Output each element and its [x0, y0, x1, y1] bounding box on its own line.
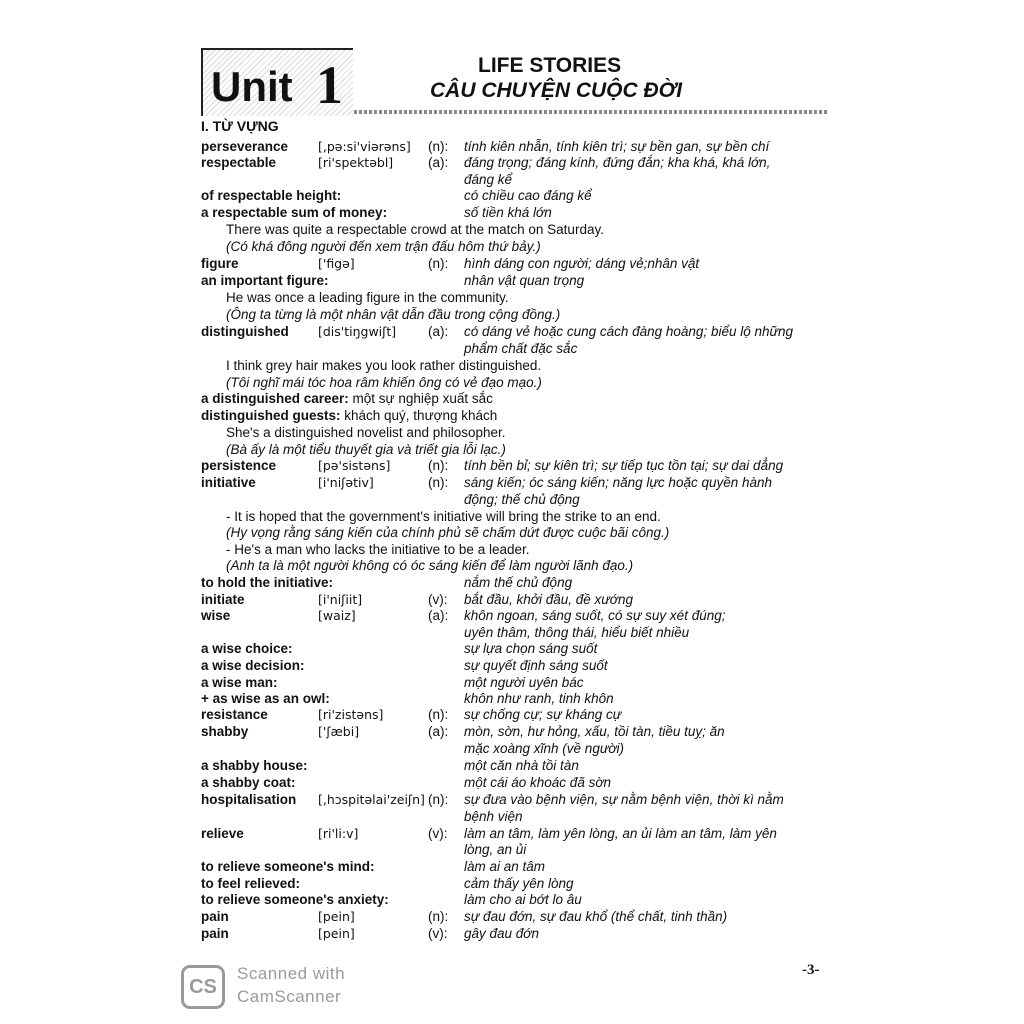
collocation-line [201, 407, 497, 424]
vocab-term: figure [201, 256, 239, 271]
vocab-term: to relieve someone's anxiety: [201, 892, 389, 907]
vocab-term: a respectable sum of money: [201, 205, 388, 220]
vocab-term: distinguished [201, 324, 289, 339]
vocab-part-of-speech: (n): [428, 475, 449, 490]
vocab-term: to hold the initiative: [201, 575, 333, 590]
vocab-meaning: sự lựa chọn sáng suốt [464, 641, 598, 656]
collocation-meaning: khách quý, thượng khách [340, 408, 498, 423]
vocab-meaning: có chiều cao đáng kể [464, 188, 592, 203]
example-translation: (Bà ấy là một tiểu thuyết gia và triết gia lỗi lạc.) [226, 442, 506, 457]
example-translation: (Ông ta từng là một nhân vật dẫn đầu trong cộng đồng.) [226, 307, 561, 322]
vocab-term: initiative [201, 475, 256, 490]
vocab-term: a wise decision: [201, 658, 305, 673]
vocab-pronunciation: [pein] [318, 926, 355, 941]
collocation-term: distinguished guests: [201, 408, 341, 423]
vocab-term: pain [201, 909, 229, 924]
vocab-term: a wise man: [201, 675, 278, 690]
vocab-term: of respectable height: [201, 188, 342, 203]
section-heading: I. TỪ VỰNG [201, 118, 279, 134]
vocab-meaning: nắm thế chủ động [464, 575, 573, 590]
collocation-meaning: một sự nghiệp xuất sắc [348, 391, 493, 406]
vocab-term: wise [201, 608, 231, 623]
vocab-pronunciation: [,hɔspitəlai'zeiʃn] [318, 792, 425, 807]
vocab-part-of-speech: (n): [428, 909, 449, 924]
vocab-meaning: làm cho ai bớt lo âu [464, 892, 582, 907]
scanned-with-text: Scanned with [237, 964, 346, 983]
vocab-meaning: sự chống cự; sự kháng cự [464, 707, 622, 722]
vocab-part-of-speech: (v): [428, 826, 448, 841]
vocab-term: shabby [201, 724, 249, 739]
vocab-pronunciation: [i'niʃətiv] [318, 475, 374, 490]
vocab-meaning: sự quyết định sáng suốt [464, 658, 608, 673]
vocab-meaning: khôn ngoan, sáng suốt, có sự suy xét đúng; [464, 608, 726, 623]
vocab-meaning: hình dáng con người; dáng vẻ;nhân vật [464, 256, 700, 271]
vocab-meaning: động; thế chủ động [464, 492, 580, 507]
vocab-meaning: tính kiên nhẫn, tính kiên trì; sự bền gan, sự bền chí [464, 139, 770, 154]
vocab-part-of-speech: (v): [428, 926, 448, 941]
vocab-pronunciation: ['ʃæbi] [318, 724, 360, 739]
vocab-meaning: đáng trọng; đáng kính, đứng đắn; kha khá, khá lớn, [464, 155, 771, 170]
camscanner-logo: CS [181, 965, 225, 1009]
vocab-pronunciation: [pein] [318, 909, 355, 924]
vocab-meaning: sự đưa vào bệnh viện, sự nằm bệnh viện, thời kì nằm [464, 792, 784, 807]
vocab-term: a wise choice: [201, 641, 293, 656]
vocab-part-of-speech: (n): [428, 792, 449, 807]
example-sentence: I think grey hair makes you look rather distinguished. [226, 358, 542, 373]
camscanner-text: CamScanner [237, 987, 342, 1006]
example-sentence: He was once a leading figure in the community. [226, 290, 509, 305]
title-divider [354, 110, 828, 114]
vocab-meaning: làm an tâm, làm yên lòng, an ủi làm an tâm, làm yên [464, 826, 777, 841]
vocab-pronunciation: [pə'sistəns] [318, 458, 391, 473]
vocab-term: to relieve someone's mind: [201, 859, 375, 874]
vocab-term: perseverance [201, 139, 289, 154]
example-sentence: - He's a man who lacks the initiative to be a leader. [226, 542, 530, 557]
vocab-term: hospitalisation [201, 792, 297, 807]
vocab-term: initiate [201, 592, 245, 607]
vocab-meaning: làm ai an tâm [464, 859, 546, 874]
vocab-pronunciation: [waiz] [318, 608, 356, 623]
vocab-meaning: mòn, sờn, hư hỏng, xấu, tồi tàn, tiều tuỵ; ăn [464, 724, 725, 739]
vocab-term: resistance [201, 707, 268, 722]
vocab-part-of-speech: (n): [428, 458, 449, 473]
vocab-meaning: lòng, an ủi [464, 842, 527, 857]
example-sentence: - It is hoped that the government's initiative will bring the strike to an end. [226, 509, 661, 524]
vocab-part-of-speech: (n): [428, 139, 449, 154]
vocab-term: respectable [201, 155, 277, 170]
vocab-meaning: số tiền khá lớn [464, 205, 552, 220]
vocab-part-of-speech: (a): [428, 155, 449, 170]
vocab-term: to feel relieved: [201, 876, 301, 891]
vocab-meaning: một người uyên bác [464, 675, 584, 690]
vocab-term: an important figure: [201, 273, 329, 288]
vocab-pronunciation: [dis'tiŋgwiʃt] [318, 324, 397, 339]
vocab-pronunciation: ['figə] [318, 256, 355, 271]
title-english: LIFE STORIES [478, 54, 622, 77]
vocab-term: a shabby house: [201, 758, 308, 773]
vocab-meaning: gây đau đớn [464, 926, 539, 941]
vocab-meaning: tính bền bỉ; sự kiên trì; sự tiếp tục tồn tại; sự dai dẳng [464, 458, 784, 473]
vocab-meaning: nhân vật quan trọng [464, 273, 585, 288]
vocab-meaning: mặc xoàng xĩnh (về người) [464, 741, 625, 756]
example-translation: (Anh ta là một người không có óc sáng kiến để làm người lãnh đạo.) [226, 558, 634, 573]
vocab-meaning: bệnh viện [464, 809, 523, 824]
vocab-part-of-speech: (v): [428, 592, 448, 607]
vocab-part-of-speech: (a): [428, 324, 449, 339]
unit-label: Unit [211, 63, 293, 110]
example-translation: (Có khá đông người đến xem trận đấu hôm thứ bảy.) [226, 239, 541, 254]
vocab-pronunciation: [ri'li:v] [318, 826, 359, 841]
vocab-meaning: cảm thấy yên lòng [464, 876, 574, 891]
page-number: -3- [802, 962, 820, 978]
vocab-pronunciation: [ri'spektəbl] [318, 155, 394, 170]
vocab-meaning: đáng kể [464, 172, 513, 187]
vocab-pronunciation: [,pə:si'viərəns] [318, 139, 411, 154]
vocab-part-of-speech: (a): [428, 724, 449, 739]
vocab-meaning: một căn nhà tồi tàn [464, 758, 579, 773]
vocab-meaning: sáng kiến; óc sáng kiến; năng lực hoặc quyền hành [464, 475, 773, 490]
collocation-term: a distinguished career: [201, 391, 349, 406]
example-sentence: There was quite a respectable crowd at the match on Saturday. [226, 222, 604, 237]
example-translation: (Hy vọng rằng sáng kiến của chính phủ sẽ chấm dứt được cuộc bãi công.) [226, 525, 670, 540]
vocab-meaning: có dáng vẻ hoặc cung cách đàng hoàng; biểu lộ những [464, 324, 794, 339]
collocation-line [201, 390, 493, 407]
vocab-meaning: một cái áo khoác đã sờn [464, 775, 611, 790]
title-vietnamese: CÂU CHUYỆN CUỘC ĐỜI [430, 79, 683, 102]
unit-number: 1 [316, 55, 343, 115]
vocab-meaning: sự đau đớn, sự đau khổ (thể chất, tinh thần) [464, 909, 728, 924]
vocab-term: + as wise as an owl: [201, 691, 330, 706]
vocab-term: relieve [201, 826, 244, 841]
vocab-part-of-speech: (n): [428, 256, 449, 271]
vocab-pronunciation: [ri'zistəns] [318, 707, 384, 722]
vocab-term: pain [201, 926, 229, 941]
vocab-term: a shabby coat: [201, 775, 296, 790]
vocab-part-of-speech: (n): [428, 707, 449, 722]
vocab-term: persistence [201, 458, 277, 473]
vocab-pronunciation: [i'niʃiit] [318, 592, 363, 607]
vocab-meaning: khôn như ranh, tinh khôn [464, 691, 614, 706]
vocab-meaning: phẩm chất đặc sắc [464, 341, 578, 356]
vocab-part-of-speech: (a): [428, 608, 449, 623]
example-translation: (Tôi nghĩ mái tóc hoa râm khiến ông có vẻ đạo mạo.) [226, 375, 542, 390]
vocab-meaning: bắt đầu, khởi đầu, đề xướng [464, 592, 633, 607]
example-sentence: She's a distinguished novelist and philosopher. [226, 425, 506, 440]
vocab-meaning: uyên thâm, thông thái, hiểu biết nhiều [464, 625, 690, 640]
